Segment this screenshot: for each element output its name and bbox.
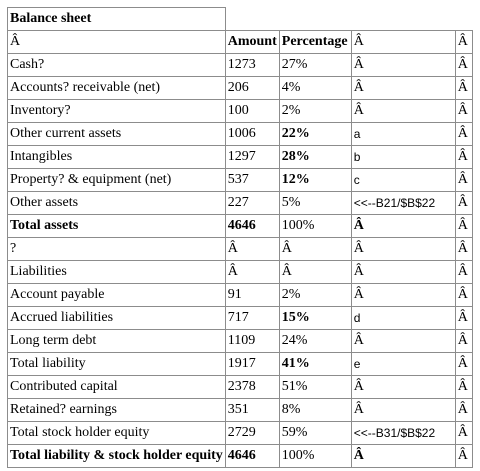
percentage-cell[interactable]: 22% xyxy=(279,123,351,146)
table-row xyxy=(8,284,473,307)
header-cell-e[interactable]: Â xyxy=(455,31,472,54)
percentage-cell[interactable]: Â xyxy=(279,238,351,261)
percentage-cell[interactable]: 2% xyxy=(279,100,351,123)
table-row xyxy=(8,192,473,215)
row-label-cell[interactable]: Accrued liabilities xyxy=(8,307,226,330)
amount-cell[interactable]: 1297 xyxy=(225,146,279,169)
data-rows xyxy=(8,54,473,468)
amount-cell[interactable]: 2729 xyxy=(225,422,279,445)
amount-cell[interactable]: Â xyxy=(225,261,279,284)
percentage-cell[interactable]: 100% xyxy=(279,215,351,238)
row-label-cell[interactable]: Other current assets xyxy=(8,123,226,146)
percentage-cell[interactable]: 24% xyxy=(279,330,351,353)
amount-cell[interactable]: 4646 xyxy=(225,445,279,468)
row-label-cell[interactable]: Contributed capital xyxy=(8,376,226,399)
amount-cell[interactable]: 1006 xyxy=(225,123,279,146)
extra-cell[interactable]: Â xyxy=(455,192,472,215)
amount-cell[interactable]: 1273 xyxy=(225,54,279,77)
amount-cell[interactable]: 206 xyxy=(225,77,279,100)
header-amount[interactable]: Amount xyxy=(225,31,279,54)
note-cell[interactable]: Â xyxy=(351,215,455,238)
table-row xyxy=(8,261,473,284)
amount-cell[interactable]: Â xyxy=(225,238,279,261)
extra-cell[interactable]: Â xyxy=(455,146,472,169)
percentage-cell[interactable]: 4% xyxy=(279,77,351,100)
amount-cell[interactable]: 91 xyxy=(225,284,279,307)
note-cell[interactable]: Â xyxy=(351,376,455,399)
row-label-cell[interactable]: Total liability & stock holder equity xyxy=(8,445,226,468)
amount-cell[interactable]: 537 xyxy=(225,169,279,192)
note-cell[interactable]: a xyxy=(351,123,455,146)
percentage-cell[interactable]: 41% xyxy=(279,353,351,376)
header-percentage[interactable]: Percentage xyxy=(279,31,351,54)
header-cell-d[interactable]: Â xyxy=(351,31,455,54)
amount-cell[interactable]: 351 xyxy=(225,399,279,422)
percentage-cell[interactable]: 2% xyxy=(279,284,351,307)
header-cell-a[interactable]: Â xyxy=(8,31,226,54)
table-row xyxy=(8,399,473,422)
row-label-cell[interactable]: Intangibles xyxy=(8,146,226,169)
amount-cell[interactable]: 1109 xyxy=(225,330,279,353)
extra-cell[interactable]: Â xyxy=(455,399,472,422)
note-cell[interactable]: Â xyxy=(351,77,455,100)
row-label-cell[interactable]: Inventory? xyxy=(8,100,226,123)
table-row xyxy=(8,146,473,169)
percentage-cell[interactable]: 12% xyxy=(279,169,351,192)
sheet-title[interactable]: Balance sheet xyxy=(8,8,226,31)
table-row xyxy=(8,215,473,238)
row-label-cell[interactable]: Long term debt xyxy=(8,330,226,353)
table-row xyxy=(8,54,473,77)
extra-cell[interactable]: Â xyxy=(455,307,472,330)
note-cell[interactable]: c xyxy=(351,169,455,192)
row-label-cell[interactable]: Property? & equipment (net) xyxy=(8,169,226,192)
table-row xyxy=(8,100,473,123)
note-cell[interactable]: Â xyxy=(351,330,455,353)
extra-cell[interactable]: Â xyxy=(455,77,472,100)
extra-cell[interactable]: Â xyxy=(455,353,472,376)
row-label-cell[interactable]: Total assets xyxy=(8,215,226,238)
percentage-cell[interactable]: 51% xyxy=(279,376,351,399)
row-label-cell[interactable]: Liabilities xyxy=(8,261,226,284)
title-row-blank xyxy=(225,8,472,31)
row-label-cell[interactable]: Account payable xyxy=(8,284,226,307)
percentage-cell[interactable]: 8% xyxy=(279,399,351,422)
note-cell[interactable]: Â xyxy=(351,261,455,284)
table-row xyxy=(8,422,473,445)
row-label-cell[interactable]: Total stock holder equity xyxy=(8,422,226,445)
extra-cell[interactable]: Â xyxy=(455,422,472,445)
note-cell[interactable]: Â xyxy=(351,100,455,123)
row-label-cell[interactable]: Accounts? receivable (net) xyxy=(8,77,226,100)
table-row xyxy=(8,376,473,399)
amount-cell[interactable]: 1917 xyxy=(225,353,279,376)
note-cell[interactable]: <<--B31/$B$22 xyxy=(351,422,455,445)
note-cell[interactable]: Â xyxy=(351,399,455,422)
extra-cell[interactable]: Â xyxy=(455,100,472,123)
header-row xyxy=(8,31,473,54)
note-cell[interactable]: Â xyxy=(351,238,455,261)
extra-cell[interactable]: Â xyxy=(455,238,472,261)
percentage-cell[interactable]: 100% xyxy=(279,445,351,468)
percentage-cell[interactable]: 59% xyxy=(279,422,351,445)
balance-sheet-table xyxy=(7,7,473,468)
table-row xyxy=(8,330,473,353)
table-row xyxy=(8,307,473,330)
note-cell[interactable]: d xyxy=(351,307,455,330)
row-label-cell[interactable]: Total liability xyxy=(8,353,226,376)
extra-cell[interactable]: Â xyxy=(455,376,472,399)
amount-cell[interactable]: 717 xyxy=(225,307,279,330)
row-label-cell[interactable]: Cash? xyxy=(8,54,226,77)
table-row xyxy=(8,77,473,100)
amount-cell[interactable]: 2378 xyxy=(225,376,279,399)
amount-cell[interactable]: 227 xyxy=(225,192,279,215)
extra-cell[interactable]: Â xyxy=(455,261,472,284)
note-cell[interactable]: Â xyxy=(351,284,455,307)
note-cell[interactable]: e xyxy=(351,353,455,376)
row-label-cell[interactable]: Other assets xyxy=(8,192,226,215)
note-cell[interactable]: <<--B21/$B$22 xyxy=(351,192,455,215)
table-row xyxy=(8,445,473,468)
note-cell[interactable]: Â xyxy=(351,54,455,77)
percentage-cell[interactable]: Â xyxy=(279,261,351,284)
table-row xyxy=(8,353,473,376)
row-label-cell[interactable]: Retained? earnings xyxy=(8,399,226,422)
extra-cell[interactable]: Â xyxy=(455,54,472,77)
extra-cell[interactable]: Â xyxy=(455,215,472,238)
extra-cell[interactable]: Â xyxy=(455,284,472,307)
title-row xyxy=(8,8,473,31)
table-row xyxy=(8,123,473,146)
extra-cell[interactable]: Â xyxy=(455,330,472,353)
note-cell[interactable]: Â xyxy=(351,445,455,468)
extra-cell[interactable]: Â xyxy=(455,169,472,192)
note-cell[interactable]: b xyxy=(351,146,455,169)
amount-cell[interactable]: 100 xyxy=(225,100,279,123)
extra-cell[interactable]: Â xyxy=(455,123,472,146)
percentage-cell[interactable]: 5% xyxy=(279,192,351,215)
extra-cell[interactable]: Â xyxy=(455,445,472,468)
row-label-cell[interactable]: ? xyxy=(8,238,226,261)
percentage-cell[interactable]: 15% xyxy=(279,307,351,330)
amount-cell[interactable]: 4646 xyxy=(225,215,279,238)
table-row xyxy=(8,169,473,192)
percentage-cell[interactable]: 28% xyxy=(279,146,351,169)
table-row xyxy=(8,238,473,261)
percentage-cell[interactable]: 27% xyxy=(279,54,351,77)
